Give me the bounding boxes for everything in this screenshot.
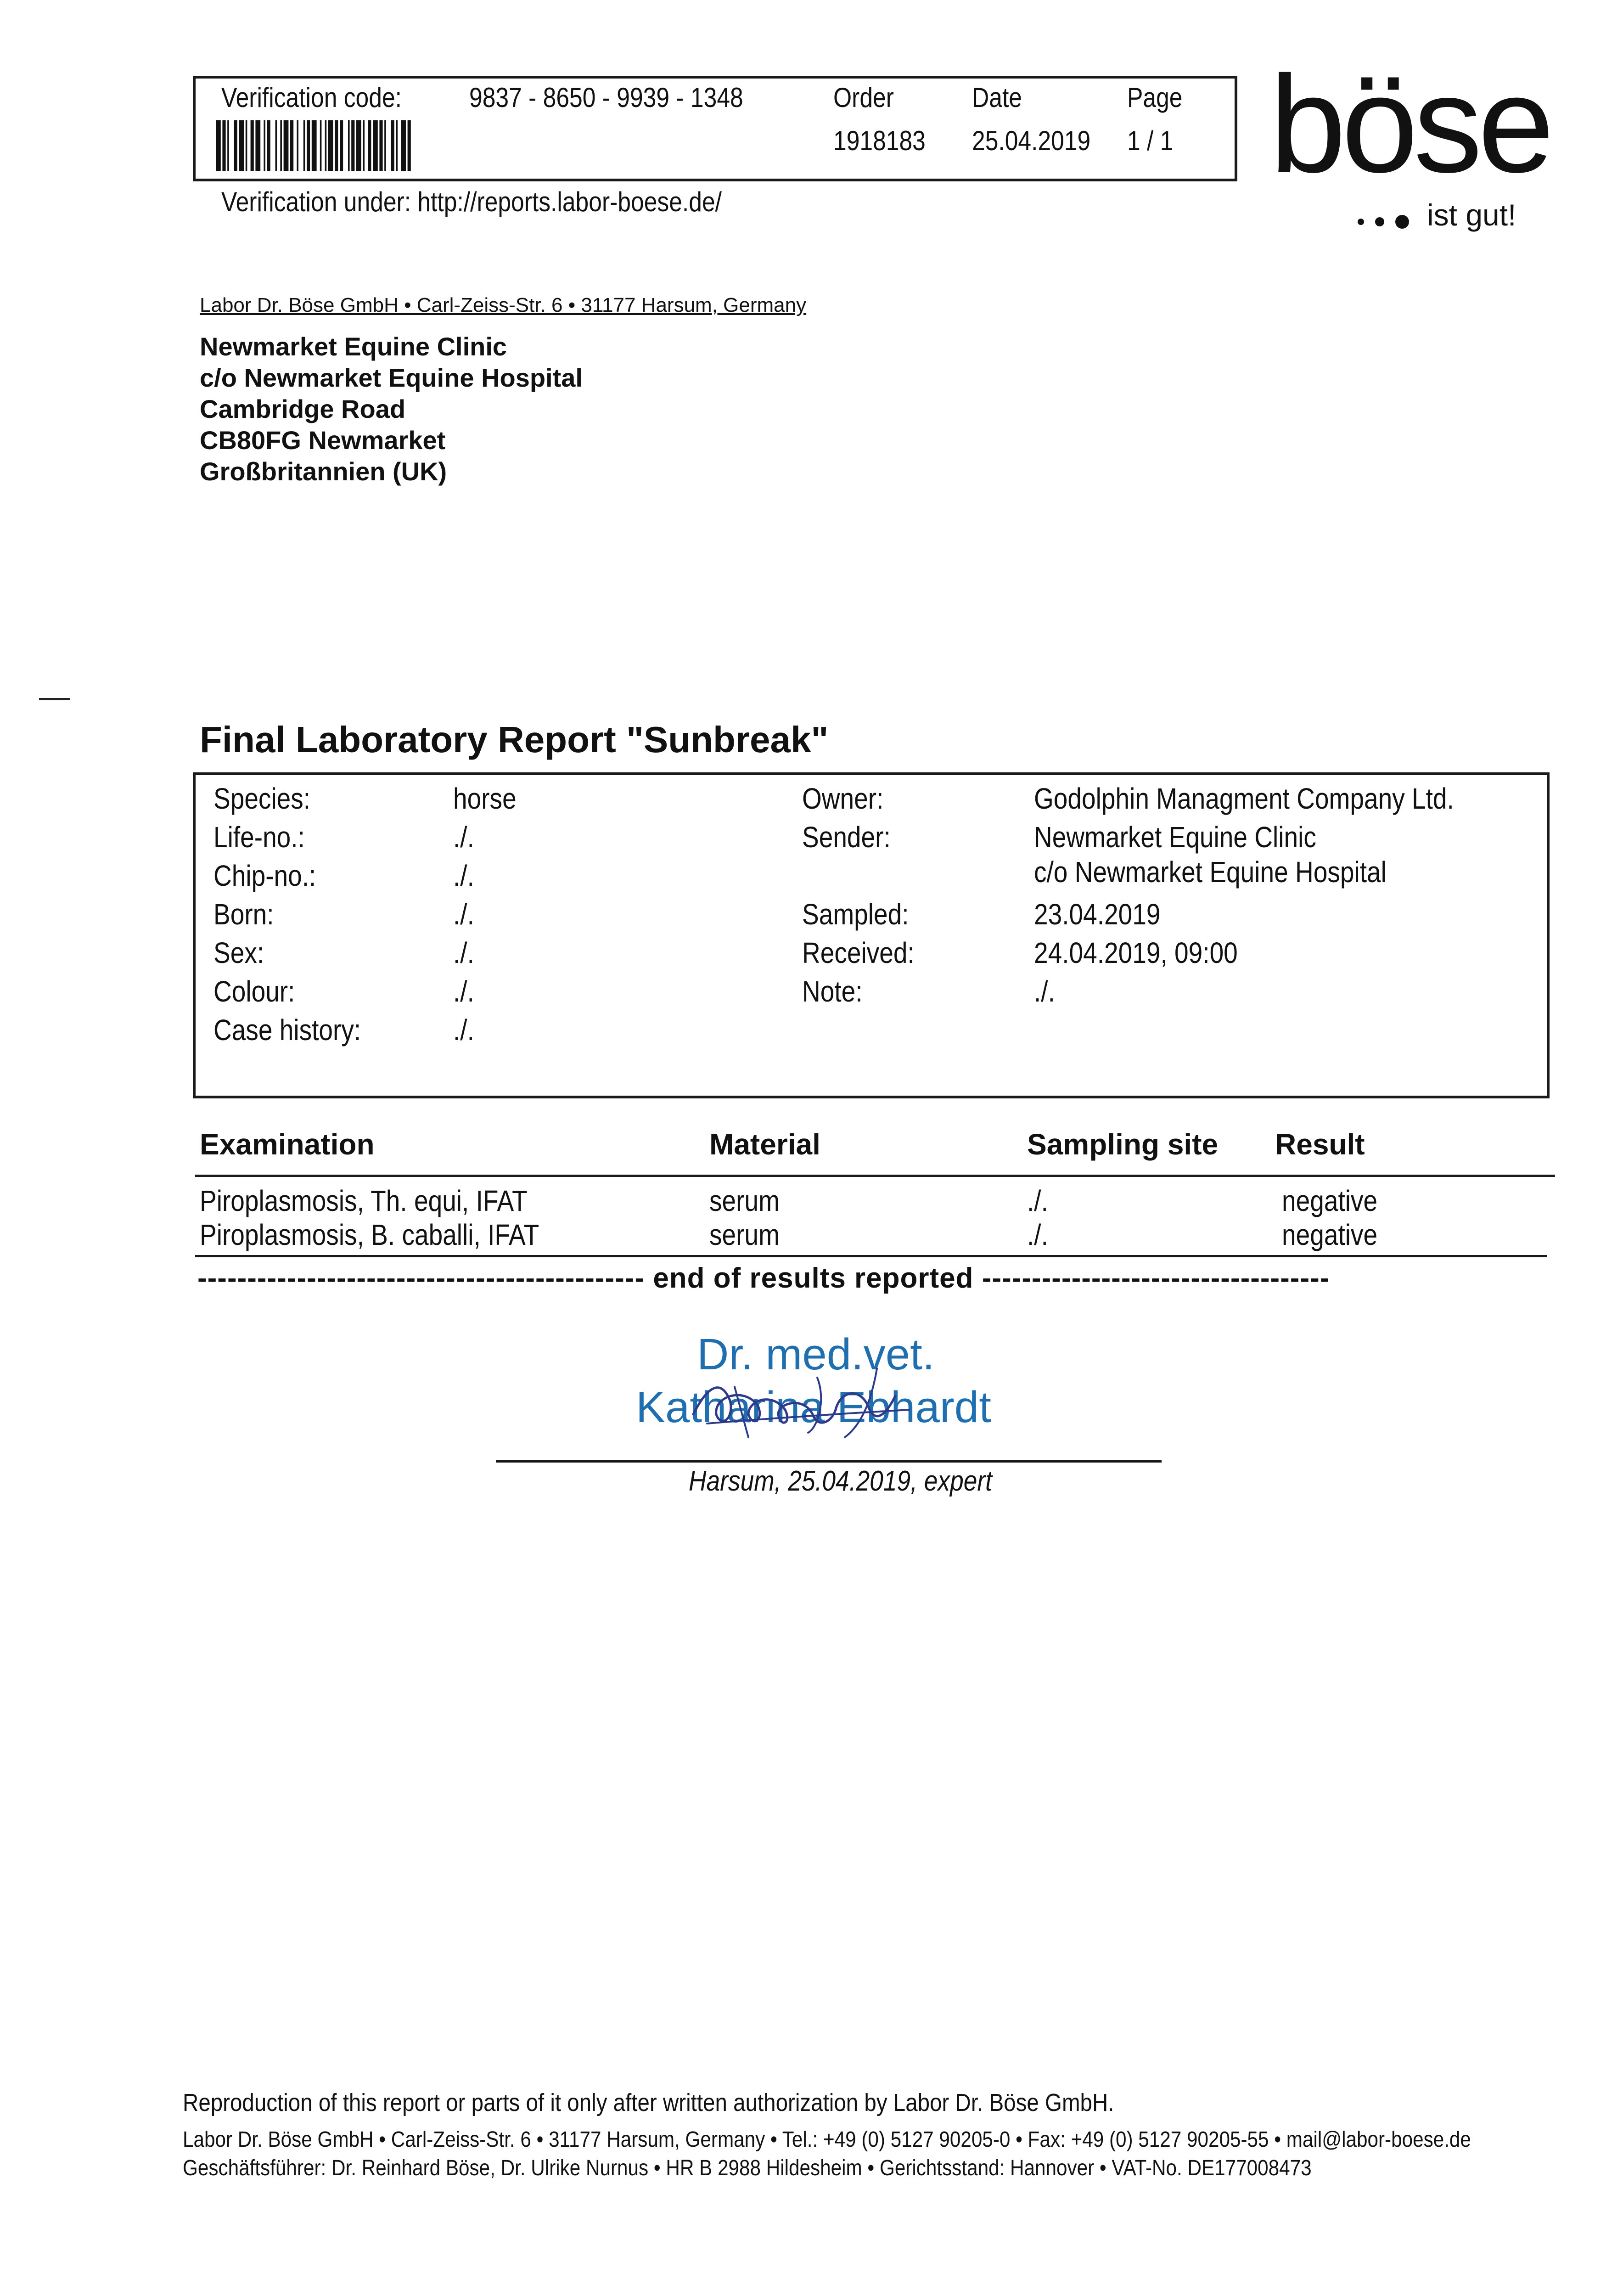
- recipient-line-1: Newmarket Equine Clinic: [200, 332, 507, 361]
- signature-stamp-title: Dr. med.vet.: [697, 1330, 935, 1379]
- signature-caption: Harsum, 25.04.2019, expert: [689, 1465, 992, 1497]
- col-header-examination: Examination: [200, 1128, 375, 1161]
- born-value: ./.: [453, 898, 474, 931]
- owner-label: Owner:: [802, 782, 884, 815]
- chip-no-label: Chip-no.:: [213, 859, 316, 892]
- received-value: 24.04.2019, 09:00: [1034, 936, 1238, 969]
- recipient-line-4: CB80FG Newmarket: [200, 426, 446, 455]
- note-label: Note:: [802, 975, 863, 1008]
- order-label: Order: [833, 82, 894, 113]
- sampled-label: Sampled:: [802, 898, 909, 931]
- row-1-examination: Piroplasmosis, Th. equi, IFAT: [200, 1184, 528, 1217]
- barcode-image: [216, 120, 556, 171]
- logo-tagline: ist gut!: [1427, 198, 1516, 232]
- sampled-value: 23.04.2019: [1034, 898, 1161, 931]
- received-label: Received:: [802, 936, 915, 969]
- case-history-value: ./.: [453, 1013, 474, 1047]
- signature-stamp-name: Katharina Ebhardt: [636, 1383, 991, 1432]
- sender-return-address: Labor Dr. Böse GmbH • Carl-Zeiss-Str. 6 • 31177 Harsum, Germany: [200, 294, 807, 316]
- reproduction-notice: Reproduction of this report or parts of it only after written authorization by Labor Dr. Böse GmbH.: [183, 2089, 1114, 2116]
- report-title: Final Laboratory Report "Sunbreak": [200, 719, 829, 760]
- row-2-material: serum: [709, 1218, 780, 1251]
- row-1-result: negative: [1282, 1184, 1378, 1217]
- chip-no-value: ./.: [453, 859, 474, 892]
- handwritten-signature: [680, 1359, 918, 1451]
- table-header-rule: [195, 1175, 1555, 1177]
- species-label: Species:: [213, 782, 311, 815]
- verification-url: Verification under: http://reports.labor-boese.de/: [221, 186, 722, 217]
- col-header-sampling-site: Sampling site: [1027, 1128, 1219, 1161]
- row-2-sampling-site: ./.: [1027, 1218, 1048, 1251]
- row-2-examination: Piroplasmosis, B. caballi, IFAT: [200, 1218, 539, 1251]
- case-history-label: Case history:: [213, 1013, 361, 1047]
- page-label: Page: [1127, 82, 1183, 113]
- recipient-line-5: Großbritannien (UK): [200, 457, 447, 486]
- fold-mark: [39, 698, 70, 700]
- order-number: 1918183: [833, 125, 926, 156]
- footer-management: Geschäftsführer: Dr. Reinhard Böse, Dr. Ulrike Nurnus • HR B 2988 Hildesheim • Gerichtsstand: Hannover • VAT-No. DE177008473: [183, 2156, 1312, 2180]
- sender-value-line-2: c/o Newmarket Equine Hospital: [1034, 855, 1387, 889]
- row-1-material: serum: [709, 1184, 780, 1217]
- recipient-line-2: c/o Newmarket Equine Hospital: [200, 363, 583, 392]
- colour-label: Colour:: [213, 975, 295, 1008]
- born-label: Born:: [213, 898, 274, 931]
- species-value: horse: [453, 782, 517, 815]
- col-header-material: Material: [709, 1128, 820, 1161]
- table-bottom-rule: [195, 1255, 1547, 1257]
- life-no-label: Life-no.:: [213, 821, 305, 854]
- row-1-sampling-site: ./.: [1027, 1184, 1048, 1217]
- owner-value: Godolphin Managment Company Ltd.: [1034, 782, 1454, 815]
- life-no-value: ./.: [453, 821, 474, 854]
- colour-value: ./.: [453, 975, 474, 1008]
- note-value: ./.: [1034, 975, 1055, 1008]
- verification-code-label: Verification code:: [221, 82, 402, 113]
- sender-value-line-1: Newmarket Equine Clinic: [1034, 821, 1316, 854]
- sex-value: ./.: [453, 936, 474, 969]
- sex-label: Sex:: [213, 936, 264, 969]
- col-header-result: Result: [1275, 1128, 1365, 1161]
- footer-address: Labor Dr. Böse GmbH • Carl-Zeiss-Str. 6 • 31177 Harsum, Germany • Tel.: +49 (0) 5127 90205-0 • Fax: +49 (0) 5127 90205-55 • mail@labor-boese.de: [183, 2127, 1471, 2152]
- end-of-results-line: --------------------------------------------- end of results reported -----------------------------------: [197, 1262, 1330, 1294]
- row-2-result: negative: [1282, 1218, 1378, 1251]
- sender-label: Sender:: [802, 821, 891, 854]
- page-number: 1 / 1: [1127, 125, 1174, 156]
- signature-rule: [496, 1460, 1162, 1463]
- report-date: 25.04.2019: [972, 125, 1091, 156]
- verification-code: 9837 - 8650 - 9939 - 1348: [469, 82, 743, 113]
- recipient-line-3: Cambridge Road: [200, 394, 406, 423]
- date-label: Date: [972, 82, 1022, 113]
- logo-dots-icon: [1354, 209, 1414, 232]
- bose-logo: böse: [1269, 47, 1550, 201]
